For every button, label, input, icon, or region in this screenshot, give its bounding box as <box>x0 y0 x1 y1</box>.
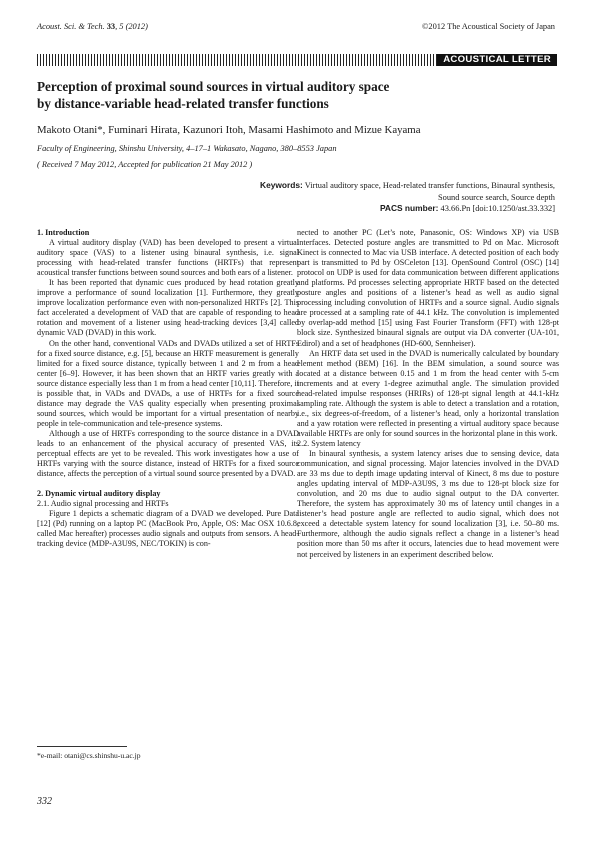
paragraph: It has been reported that dynamic cues produced by head rotation greatly improve a performance of sound localization [1]. Furthermore, they greatly improve localization performance even with non-personalized HRTFs [2]. This fact accelerated a development of VAD that are capable of responding to head rotation and movement of a listener using head-tracking devices [3,4] called dynamic VAD (DVAD) in this work. <box>37 278 299 338</box>
footnote-rule <box>37 746 127 747</box>
author-list: Makoto Otani*, Fuminari Hirata, Kazunori Itoh, Masami Hashimoto and Mizue Kayama <box>37 124 421 136</box>
copyright-notice: ©2012 The Acoustical Society of Japan <box>422 22 555 31</box>
footnote-email: *e-mail: otani@cs.shinshu-u.ac.jp <box>37 751 141 760</box>
paragraph: In binaural synthesis, a system latency arises due to sensing device, data communication, and signal processing. Major latencies involved in the DVAD are 33 ms due to depth image updating interval of Kinect, 8 ms due to posture angles updating interval of MDP-A3U9S, 3 ms due to 128-pt block size for convolution, and 20 ms due to audio signal output to the DA converter. Therefore, the system has approximately 30 ms of latency until changes in a listener’s head posture angle are reflected to audio signal, which does not exceed a detectable system latency for sound localization [3], i.e. 50–80 ms. Furthermore, although the audio signals reflect a change in a listener’s head position more than 50 ms after it occurs, latencies due to head movement were not perceived by listeners in an experiment described below. <box>297 449 559 559</box>
paragraph: Figure 1 depicts a schematic diagram of a DVAD we developed. Pure Data [12] (Pd) running on a laptop PC (MacBook Pro, Apple, OS: Mac OSX 10.6.8, called Mac hereafter) processes audio signals and outputs from sensors. A head-tracking device (MDP-A3U9S, NEC/TOKIN) is con- <box>37 509 299 549</box>
paper-title <box>37 78 557 112</box>
pacs-and-doi: 43.66.Pn [doi:10.1250/ast.33.332] <box>440 204 555 213</box>
section-banner <box>37 54 557 66</box>
left-column <box>37 228 299 549</box>
banner-label: ACOUSTICAL LETTER <box>437 54 557 66</box>
pacs-label: PACS number: <box>379 203 439 213</box>
paragraph: nected to another PC (Let’s note, Panasonic, OS: Windows XP) via USB interfaces. Detected posture angles are transmitted to Pd on Mac. Microsoft Kinect is connected to Mac via USB interface. A detected position of each body part is transmitted to Pd by OSCeleton [13]. OpenSound Control (OSC) [14] protocol on UDP is used for data communication between different applications and platforms. Pd processes selecting appropriate HRTF based on the detected posture angles and positions of a listener’s head as well as audio signal processing including convolution of HRTFs and a source signal. Audio signals are processed at a sampling rate of 44.1 kHz. The convolution is implemented by overlap-add method [15] using Fast Fourier Transform (FFT) with 128-pt block size. Synthesized binaural signals are output via DA converter (UA-101, Edirol) and a set of headphones (HD-600, Sennheiser). <box>297 228 559 348</box>
section-heading-dvad: 2. Dynamic virtual auditory display <box>37 489 161 499</box>
paragraph: Although a use of HRTFs corresponding to the source distance in a DVAD leads to an enhancement of the physical accuracy of presented VAS, its perceptual effects are yet to be revealed. This work investigates how a use of HRTFs varying with the source distance, instead of HRTFs for a fixed source distance, affects the perception of a virtual sound source presented by a DVAD. <box>37 428 299 479</box>
right-column <box>297 228 559 560</box>
keywords-block <box>255 180 555 215</box>
journal-volume: 33 <box>106 22 116 31</box>
title-line-2: by distance-variable head-related transfer functions <box>37 96 329 111</box>
paragraph: A virtual auditory display (VAD) has been developed to present a virtual auditory space (VAS) to a listener using binaural synthesis, i.e. signal processing with head-related transfer functions (HRTFs) that represent acoustical transfer functions between sound sources and both ears of a listener. <box>37 238 299 278</box>
page-number: 332 <box>37 796 52 807</box>
paragraph: On the other hand, conventional VADs and DVADs utilized a set of HRTFs for a fixed source distance, e.g. [5], because an HRTF measurement is generally limited for a fixed source distance, typically between 1 and 2 m from a head center [6–9]. However, it has been shown that an HRTF varies greatly with a source distance especially less than 1 m from a head center [10,11]. Therefore, it is possible that, in VADs and DVADs, a use of HRTFs for a fixed source distance may degrade the VAS quality especially when presenting proximal sound sources, which would be important for a virtual presentation of nearby people in tele-communication and tele-presence systems. <box>37 338 299 428</box>
title-line-1: Perception of proximal sound sources in virtual auditory space <box>37 79 390 94</box>
subsection-heading-audio: 2.1. Audio signal processing and HRTFs <box>37 499 169 509</box>
keywords-label: Keywords: <box>260 180 303 190</box>
section-heading-introduction: 1. Introduction <box>37 228 90 237</box>
paragraph: An HRTF data set used in the DVAD is numerically calculated by boundary element method (BEM) [16]. In the BEM simulation, a sound source was located at a distance between 0.15 and 1 m from the head center with 5-cm increments and at every 1-degree azimuthal angle. The simulation provided head-related impulse responses (HRIRs) of 128-pt signal length at 44.1-kHz sampling rate. Although the system is able to detect a translation and a rotation, i.e., six degrees-of-freedom, of a listener’s head, only a horizontal translation and a yaw rotation were reflected in presenting a virtual auditory space because available HRTFs are only for sound sources in the horizontal plane in this work. <box>297 348 559 438</box>
journal-header <box>37 22 148 31</box>
keywords-text: Virtual auditory space, Head-related transfer functions, Binaural synthesis, Sound source search, Source depth <box>304 181 555 202</box>
journal-issue: , 5 (2012) <box>115 22 148 31</box>
journal-name: Acoust. Sci. & Tech. <box>37 22 105 31</box>
affiliation: Faculty of Engineering, Shinshu University, 4–17–1 Wakasato, Nagano, 380–8553 Japan <box>37 144 337 153</box>
subsection-heading-latency: 2.2. System latency <box>297 438 361 448</box>
received-dates: ( Received 7 May 2012, Accepted for publication 21 May 2012 ) <box>37 160 253 169</box>
